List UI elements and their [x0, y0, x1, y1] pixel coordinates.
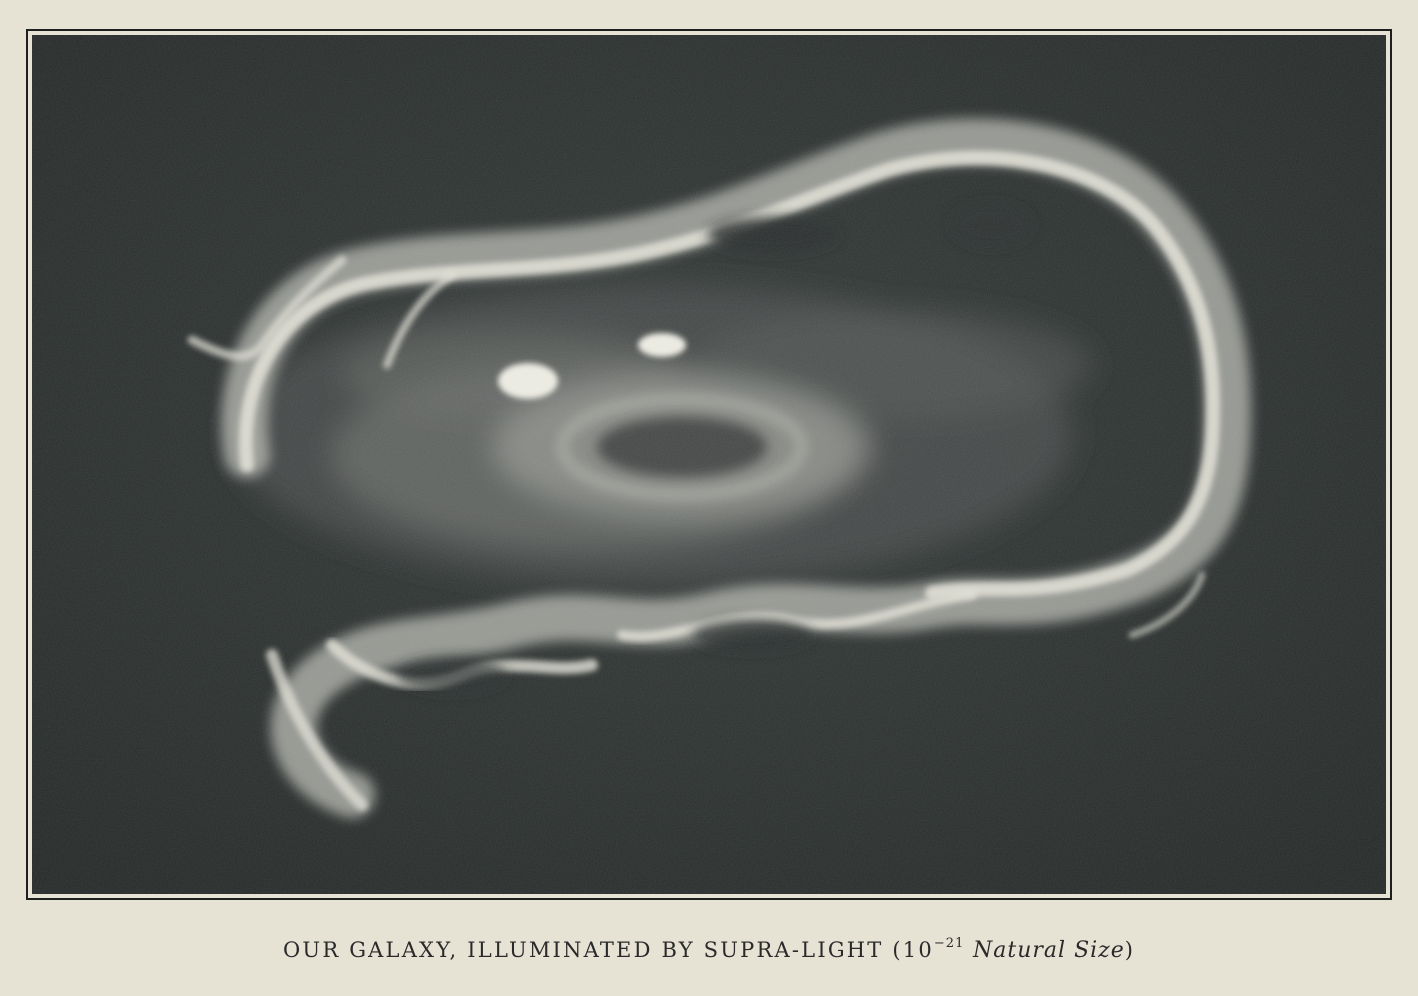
caption-main-text: OUR GALAXY, ILLUMINATED BY SUPRA-LIGHT (10: [283, 938, 934, 962]
film-grain: [32, 35, 1386, 894]
galaxy-illustration: [32, 35, 1386, 894]
figure-caption: [0, 938, 1418, 963]
caption-exponent: −21: [933, 936, 965, 951]
caption-close-paren: ): [1124, 938, 1135, 962]
caption-italic-text: Natural Size: [973, 938, 1125, 963]
